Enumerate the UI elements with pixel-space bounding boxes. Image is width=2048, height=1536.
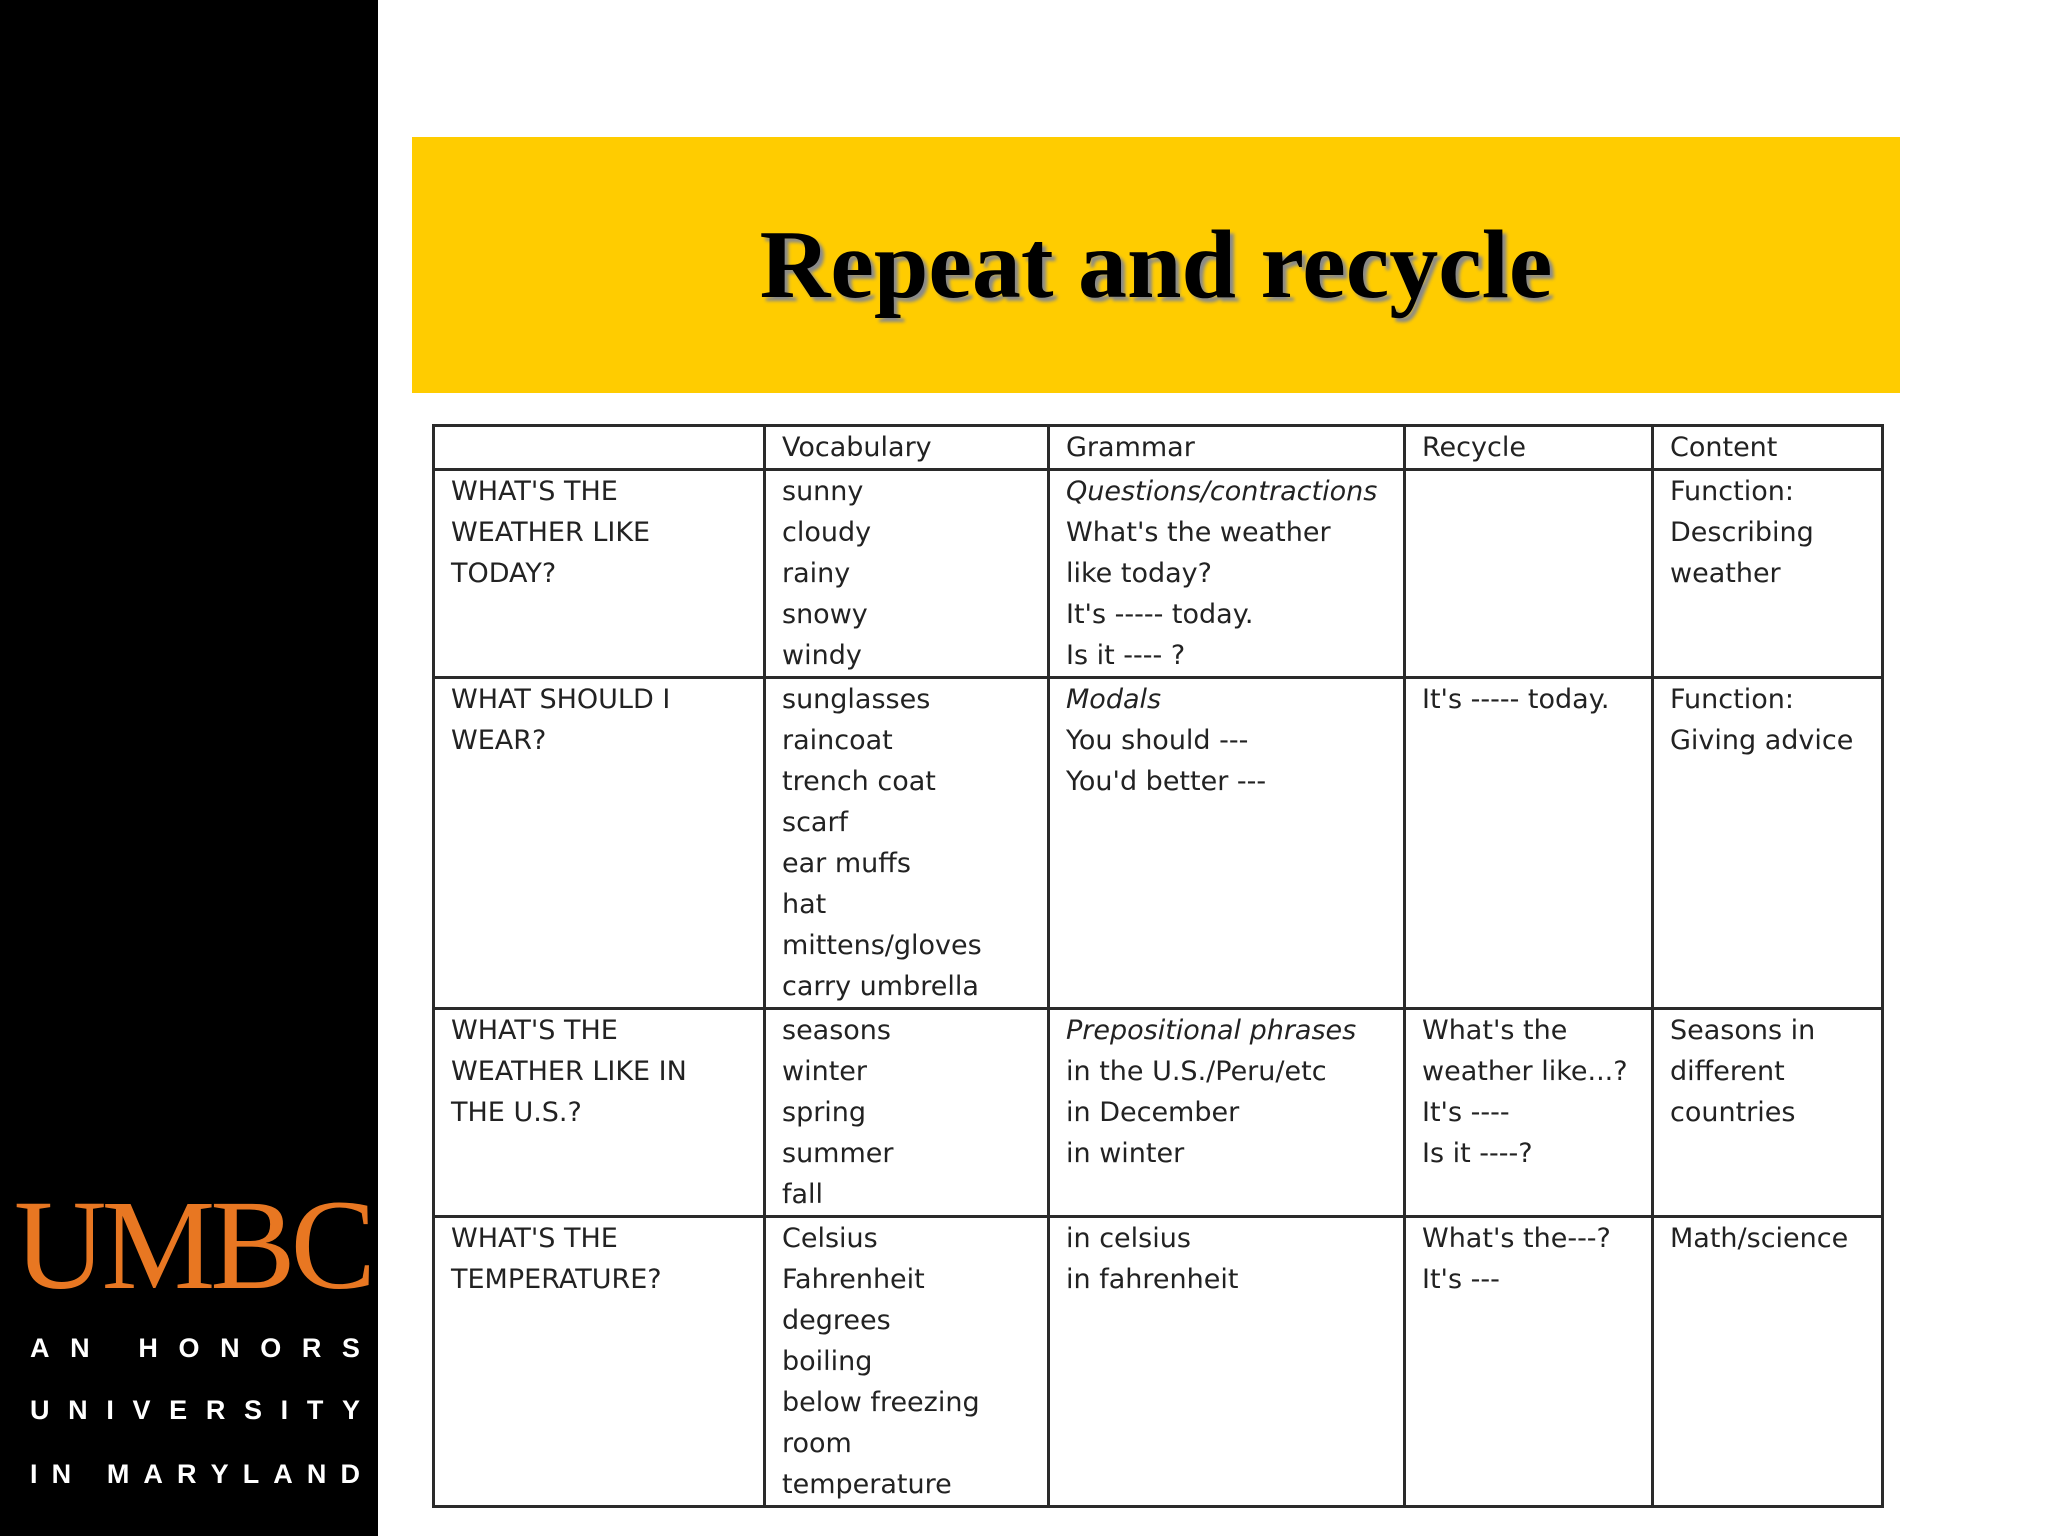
grammar-line: in winter xyxy=(1066,1138,1185,1169)
vocabulary-item: mittens/gloves xyxy=(782,930,982,961)
content-line: Function: xyxy=(1670,684,1794,715)
recycle-cell xyxy=(1405,470,1653,678)
grammar-line: in celsius xyxy=(1066,1223,1191,1254)
title-banner xyxy=(412,137,1900,393)
question-line: WHAT'S THE xyxy=(451,1223,618,1254)
slide-title: Repeat and recycle xyxy=(759,211,1553,319)
content-line: countries xyxy=(1670,1097,1796,1128)
question-line: WEATHER LIKE xyxy=(451,517,651,548)
header-cell-grammar: Grammar xyxy=(1049,426,1405,470)
question-cell xyxy=(434,1009,765,1217)
vocabulary-item: sunny xyxy=(782,476,864,507)
vocabulary-item: trench coat xyxy=(782,766,936,797)
content-cell xyxy=(1653,1009,1883,1217)
content-line: Giving advice xyxy=(1670,725,1854,756)
content-cell xyxy=(1653,678,1883,1009)
question-cell xyxy=(434,678,765,1009)
content-line: different xyxy=(1670,1056,1785,1087)
vocabulary-item: degrees xyxy=(782,1305,891,1336)
grammar-line: in the U.S./Peru/etc xyxy=(1066,1056,1327,1087)
recycle-line: Is it ----? xyxy=(1422,1138,1533,1169)
vocabulary-item: carry umbrella xyxy=(782,971,979,1002)
grammar-line: like today? xyxy=(1066,558,1212,589)
recycle-line: It's --- xyxy=(1422,1264,1500,1295)
vocabulary-item: hat xyxy=(782,889,827,920)
grammar-line: in December xyxy=(1066,1097,1240,1128)
content-line: Seasons in xyxy=(1670,1015,1816,1046)
grammar-cell xyxy=(1049,678,1405,1009)
recycle-cell xyxy=(1405,1009,1653,1217)
grammar-cell xyxy=(1049,1217,1405,1507)
grammar-line: in fahrenheit xyxy=(1066,1264,1239,1295)
content-cell xyxy=(1653,470,1883,678)
vocabulary-item: fall xyxy=(782,1179,824,1210)
grammar-line: What's the weather xyxy=(1066,517,1331,548)
vocabulary-item: windy xyxy=(782,640,862,671)
table-header-row xyxy=(434,426,1883,470)
question-cell xyxy=(434,1217,765,1507)
vocabulary-item: snowy xyxy=(782,599,868,630)
grammar-heading: Prepositional phrases xyxy=(1066,1015,1357,1046)
vocabulary-cell xyxy=(765,678,1049,1009)
recycle-line: What's the xyxy=(1422,1015,1568,1046)
vocabulary-item: boiling xyxy=(782,1346,873,1377)
content-line: Function: xyxy=(1670,476,1794,507)
vocabulary-item: below freezing xyxy=(782,1387,980,1418)
recycle-cell xyxy=(1405,1217,1653,1507)
question-line: WHAT'S THE xyxy=(451,476,618,507)
grammar-cell xyxy=(1049,470,1405,678)
header-cell-empty xyxy=(434,426,765,470)
question-line: TEMPERATURE? xyxy=(451,1264,662,1295)
question-line: WEAR? xyxy=(451,725,547,756)
vocabulary-item: temperature xyxy=(782,1469,952,1500)
vocabulary-item: Fahrenheit xyxy=(782,1264,925,1295)
table-row xyxy=(434,1217,1883,1507)
table-row xyxy=(434,470,1883,678)
tagline-line-2: U N I V E R S I T Y xyxy=(30,1395,360,1425)
vocabulary-item: Celsius xyxy=(782,1223,878,1254)
content-cell xyxy=(1653,1217,1883,1507)
header-cell-vocabulary: Vocabulary xyxy=(765,426,1049,470)
recycle-line: It's ---- xyxy=(1422,1097,1510,1128)
grammar-line: It's ----- today. xyxy=(1066,599,1254,630)
vocabulary-item: rainy xyxy=(782,558,851,589)
content-line: Describing xyxy=(1670,517,1814,548)
grammar-heading: Questions/contractions xyxy=(1066,476,1378,507)
grammar-line: You'd better --- xyxy=(1066,766,1267,797)
question-line: TODAY? xyxy=(451,558,557,589)
vocabulary-item: raincoat xyxy=(782,725,893,756)
table-row xyxy=(434,678,1883,1009)
question-cell xyxy=(434,470,765,678)
vocabulary-item: seasons xyxy=(782,1015,891,1046)
grammar-line: Is it ---- ? xyxy=(1066,640,1186,671)
recycle-line: It's ----- today. xyxy=(1422,684,1610,715)
umbc-logo: UMBC xyxy=(14,1174,371,1316)
vocabulary-item: cloudy xyxy=(782,517,872,548)
vocabulary-cell xyxy=(765,1217,1049,1507)
tagline-line-1: A N H O N O R S xyxy=(30,1333,360,1363)
table-row xyxy=(434,1009,1883,1217)
vocabulary-item: summer xyxy=(782,1138,894,1169)
vocabulary-item: room xyxy=(782,1428,852,1459)
question-line: WEATHER LIKE IN xyxy=(451,1056,687,1087)
content-line: weather xyxy=(1670,558,1781,589)
vocabulary-item: winter xyxy=(782,1056,867,1087)
question-line: WHAT SHOULD I xyxy=(451,684,671,715)
content-line: Math/science xyxy=(1670,1223,1849,1254)
sidebar-panel xyxy=(0,0,378,1536)
header-cell-content: Content xyxy=(1653,426,1883,470)
vocabulary-item: sunglasses xyxy=(782,684,931,715)
vocabulary-item: spring xyxy=(782,1097,867,1128)
header-cell-recycle: Recycle xyxy=(1405,426,1653,470)
recycle-line: weather like...? xyxy=(1422,1056,1628,1087)
vocabulary-item: ear muffs xyxy=(782,848,911,879)
grammar-cell xyxy=(1049,1009,1405,1217)
grammar-line: You should --- xyxy=(1066,725,1249,756)
tagline-line-3: I N M A R Y L A N D xyxy=(30,1459,360,1489)
question-line: THE U.S.? xyxy=(451,1097,582,1128)
vocabulary-cell xyxy=(765,470,1049,678)
question-line: WHAT'S THE xyxy=(451,1015,618,1046)
lesson-table xyxy=(432,424,1884,1508)
recycle-cell xyxy=(1405,678,1653,1009)
vocabulary-cell xyxy=(765,1009,1049,1217)
recycle-line: What's the---? xyxy=(1422,1223,1611,1254)
vocabulary-item: scarf xyxy=(782,807,849,838)
grammar-heading: Modals xyxy=(1066,684,1162,715)
